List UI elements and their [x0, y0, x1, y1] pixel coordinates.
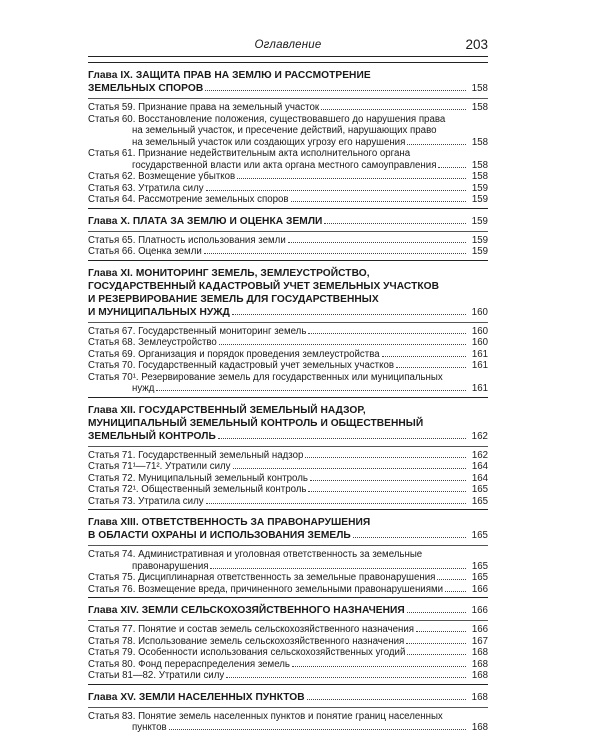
dot-leader	[445, 591, 466, 592]
entry-page-number: 165	[471, 572, 488, 583]
chapter-separator	[88, 545, 488, 546]
dot-leader	[438, 167, 466, 168]
toc-entry[interactable]	[88, 496, 488, 508]
entry-title-line: Статья 77. Понятие и состав земель сельскохозяйственного назначения	[88, 624, 415, 635]
toc-entry[interactable]	[88, 572, 488, 584]
toc-entry[interactable]	[88, 337, 488, 349]
entry-title-line: Статья 70. Государственный кадастровый учет земельных участков	[88, 360, 394, 371]
dot-leader	[219, 344, 466, 345]
entry-page-number: 168	[471, 658, 488, 670]
dot-leader	[324, 223, 466, 224]
entry-page-number: 158	[471, 102, 488, 113]
toc-entry[interactable]	[88, 360, 488, 372]
toc-entry[interactable]	[88, 659, 488, 671]
dot-leader	[407, 654, 466, 655]
dot-leader	[292, 666, 466, 667]
dot-leader	[218, 438, 466, 439]
dot-leader	[210, 568, 466, 569]
entry-title-line: Статья 73. Утратила силу	[88, 495, 204, 507]
toc-entry[interactable]	[88, 148, 488, 171]
entry-title-line: государственной власти или акта органа местного самоуправления	[132, 159, 437, 171]
entry-title-line: правонарушения	[132, 560, 209, 572]
entry-title-line: Статья 74. Административная и уголовная ответственность за земельные	[88, 549, 423, 560]
toc-entry[interactable]	[88, 326, 488, 338]
entry-title-line: Статья 72¹. Общественный земельный контроль	[88, 484, 307, 495]
entry-title-line: Статья 60. Восстановление положения, существовавшего до нарушения права	[88, 113, 446, 125]
dot-leader	[407, 144, 466, 145]
chapter-page-number: 165	[471, 530, 488, 541]
toc-entry[interactable]	[88, 183, 488, 195]
chapter-title-line: Глава IX. ЗАЩИТА ПРАВ НА ЗЕМЛЮ И РАССМОТРЕНИЕ	[88, 70, 371, 81]
chapter-heading[interactable]	[88, 685, 488, 704]
toc-entry[interactable]	[88, 647, 488, 659]
entry-title-line: Статья 78. Использование земель сельскохозяйственного назначения	[88, 635, 405, 647]
toc-entry[interactable]	[88, 584, 488, 596]
entry-title-line: Статья 71. Государственный земельный надзор	[88, 449, 304, 461]
dot-leader	[237, 178, 466, 179]
chapter-separator	[88, 620, 488, 621]
toc-entry[interactable]	[88, 711, 488, 734]
entry-title-line: Статья 68. Землеустройство	[88, 337, 217, 348]
toc-entry[interactable]	[88, 246, 488, 258]
entry-title-line: Статья 64. Рассмотрение земельных споров	[88, 194, 289, 205]
chapter-heading[interactable]	[88, 598, 488, 617]
toc-entry[interactable]	[88, 102, 488, 114]
entry-title-line: Статья 62. Возмещение убытков	[88, 171, 236, 182]
entry-title-line: Статья 72. Муниципальный земельный контроль	[88, 472, 308, 484]
toc-entry[interactable]	[88, 670, 488, 682]
chapter-title-line: Глава XI. МОНИТОРИНГ ЗЕМЕЛЬ, ЗЕМЛЕУСТРОЙСТВО,	[88, 267, 370, 279]
entry-page-number: 161	[471, 348, 488, 360]
dot-leader	[169, 729, 466, 730]
entry-title-line: Статья 67. Государственный мониторинг земель	[88, 325, 307, 337]
entry-page-number: 167	[471, 635, 488, 647]
entry-page-number: 166	[471, 624, 488, 635]
chapter-page-number: 166	[471, 605, 488, 616]
dot-leader	[206, 503, 466, 504]
entry-title-line: пунктов	[132, 722, 167, 733]
entry-title-line: Статья 65. Платность использования земли	[88, 234, 286, 246]
chapter-separator	[88, 231, 488, 232]
toc-entry[interactable]	[88, 194, 488, 206]
table-of-contents	[88, 60, 488, 734]
dot-leader	[406, 643, 466, 644]
entry-title-line: Статья 83. Понятие земель населенных пунктов и понятие границ населенных	[88, 710, 443, 722]
entry-page-number: 158	[471, 171, 488, 182]
dot-leader	[226, 677, 466, 678]
entry-page-number: 159	[471, 182, 488, 194]
entry-page-number: 159	[471, 194, 488, 205]
toc-entry[interactable]	[88, 114, 488, 149]
entry-page-number: 158	[471, 136, 488, 148]
entry-title-line: нужд	[132, 383, 155, 394]
dot-leader	[205, 90, 466, 91]
entry-page-number: 158	[471, 159, 488, 171]
entry-page-number: 165	[471, 484, 488, 495]
entry-page-number: 168	[471, 670, 488, 681]
chapter-separator	[88, 98, 488, 99]
entry-page-number: 166	[471, 583, 488, 595]
toc-entry[interactable]	[88, 473, 488, 485]
dot-leader	[206, 190, 466, 191]
chapter-title-line: И РЕЗЕРВИРОВАНИЕ ЗЕМЕЛЬ ДЛЯ ГОСУДАРСТВЕННЫХ	[88, 293, 379, 305]
chapter-heading[interactable]	[88, 510, 488, 542]
toc-entry[interactable]	[88, 549, 488, 572]
dot-leader	[353, 537, 466, 538]
chapter-heading[interactable]	[88, 63, 488, 95]
chapter-title-line: Глава XIV. ЗЕМЛИ СЕЛЬСКОХОЗЯЙСТВЕННОГО НАЗНАЧЕНИЯ	[88, 605, 405, 616]
toc-entry[interactable]	[88, 450, 488, 462]
dot-leader	[321, 109, 466, 110]
entry-page-number: 168	[471, 647, 488, 658]
entry-page-number: 159	[471, 246, 488, 257]
dot-leader	[156, 390, 466, 391]
entry-page-number: 159	[471, 234, 488, 246]
entry-title-line: Статьи 81—82. Утратили силу	[88, 670, 225, 681]
dot-leader	[416, 631, 466, 632]
dot-leader	[305, 457, 466, 458]
chapter-heading[interactable]	[88, 398, 488, 443]
entry-title-line: Статья 61. Признание недействительным акта исполнительного органа	[88, 148, 411, 159]
entry-title-line: Статья 79. Особенности использования сельскохозяйственных угодий	[88, 647, 406, 658]
entry-page-number: 160	[471, 337, 488, 348]
entry-page-number: 165	[471, 495, 488, 507]
page-number: 203	[465, 37, 488, 52]
entry-page-number: 162	[471, 449, 488, 461]
chapter-title-line: Глава XV. ЗЕМЛИ НАСЕЛЕННЫХ ПУНКТОВ	[88, 691, 305, 703]
entry-title-line: Статья 69. Организация и порядок проведения землеустройства	[88, 348, 380, 360]
chapter-title-line: ЗЕМЕЛЬНЫЙ КОНТРОЛЬ	[88, 430, 216, 442]
toc-entry[interactable]	[88, 461, 488, 473]
chapter-page-number: 159	[471, 215, 488, 227]
entry-title-line: на земельный участок, и пресечение действий, нарушающих право	[132, 125, 437, 136]
entry-page-number: 164	[471, 461, 488, 472]
chapter-title-line: Глава XII. ГОСУДАРСТВЕННЫЙ ЗЕМЕЛЬНЫЙ НАДЗОР,	[88, 404, 366, 416]
entry-page-number: 161	[471, 360, 488, 371]
entry-title-line: Статья 70¹. Резервирование земель для государственных или муниципальных	[88, 371, 443, 383]
dot-leader	[308, 491, 466, 492]
entry-title-line: Статья 80. Фонд перераспределения земель	[88, 658, 290, 670]
dot-leader	[437, 579, 466, 580]
entry-title-line: Статья 66. Оценка земли	[88, 246, 202, 257]
dot-leader	[308, 333, 466, 334]
chapter-page-number: 158	[471, 83, 488, 94]
chapter-title-line: ГОСУДАРСТВЕННЫЙ КАДАСТРОВЫЙ УЧЕТ ЗЕМЕЛЬНЫХ УЧАСТКОВ	[88, 280, 439, 292]
entry-title-line: Статья 63. Утратила силу	[88, 182, 204, 194]
chapter-title-line: ЗЕМЕЛЬНЫХ СПОРОВ	[88, 83, 204, 94]
chapter-title-line: И МУНИЦИПАЛЬНЫХ НУЖД	[88, 306, 230, 318]
dot-leader	[396, 367, 466, 368]
dot-leader	[204, 253, 466, 254]
chapter-title-line: МУНИЦИПАЛЬНЫЙ ЗЕМЕЛЬНЫЙ КОНТРОЛЬ И ОБЩЕСТВЕННЫЙ	[88, 417, 424, 429]
chapter-title-line: Глава X. ПЛАТА ЗА ЗЕМЛЮ И ОЦЕНКА ЗЕМЛИ	[88, 215, 323, 227]
entry-title-line: Статья 75. Дисциплинарная ответственность за земельные правонарушения	[88, 572, 436, 583]
chapter-page-number: 168	[471, 691, 488, 703]
header-title: Оглавление	[254, 39, 322, 51]
dot-leader	[310, 480, 466, 481]
entry-page-number: 160	[471, 325, 488, 337]
entry-page-number: 168	[471, 722, 488, 733]
entry-page-number: 164	[471, 472, 488, 484]
dot-leader	[407, 612, 466, 613]
chapter-title-line: В ОБЛАСТИ ОХРАНЫ И ИСПОЛЬЗОВАНИЯ ЗЕМЕЛЬ	[88, 530, 351, 541]
chapter-title-line: Глава XIII. ОТВЕТСТВЕННОСТЬ ЗА ПРАВОНАРУШЕНИЯ	[88, 517, 371, 528]
dot-leader	[288, 242, 466, 243]
entry-title-line: Статья 76. Возмещение вреда, причиненного земельными правонарушениями	[88, 583, 444, 595]
chapter-separator	[88, 446, 488, 447]
chapter-heading[interactable]	[88, 209, 488, 228]
entry-title-line: Статья 59. Признание права на земельный участок	[88, 102, 320, 113]
toc-entry[interactable]	[88, 235, 488, 247]
chapter-separator	[88, 707, 488, 708]
entry-title-line: на земельный участок или создающих угрозу его нарушения	[132, 136, 406, 148]
chapter-page-number: 162	[471, 430, 488, 442]
dot-leader	[233, 468, 466, 469]
dot-leader	[382, 356, 466, 357]
entry-title-line: Статья 71¹—71². Утратили силу	[88, 461, 231, 472]
toc-entry[interactable]	[88, 636, 488, 648]
dot-leader	[232, 314, 466, 315]
toc-entry[interactable]	[88, 372, 488, 395]
toc-entry[interactable]	[88, 171, 488, 183]
toc-entry[interactable]	[88, 484, 488, 496]
entry-page-number: 161	[471, 383, 488, 394]
dot-leader	[291, 201, 466, 202]
page-header	[88, 38, 488, 57]
entry-page-number: 165	[471, 560, 488, 572]
chapter-page-number: 160	[471, 306, 488, 318]
dot-leader	[307, 699, 466, 700]
chapter-heading[interactable]	[88, 261, 488, 319]
chapter-separator	[88, 322, 488, 323]
toc-entry[interactable]	[88, 349, 488, 361]
toc-entry[interactable]	[88, 624, 488, 636]
